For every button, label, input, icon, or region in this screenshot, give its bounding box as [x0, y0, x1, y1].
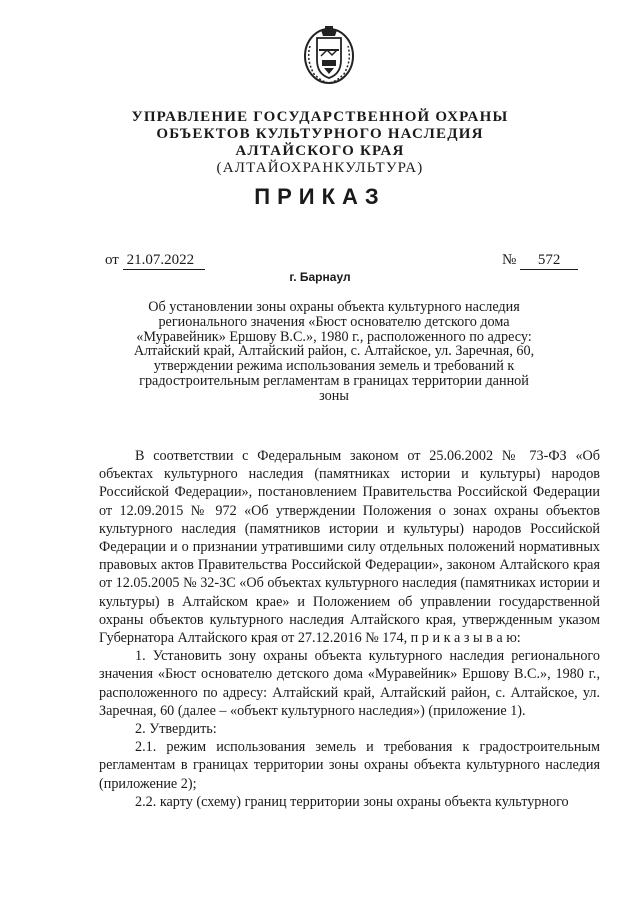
- body-paragraph: 1. Установить зону охраны объекта культурного наследия регионального значения «Бюст основателю детского дома «Муравейник» Ершову В.С.», 1980 г., расположенного по адресу: Алтайский край, Алтайский район, с. Алтайское, ул. Заречная, 60 (далее – «объект культурного наследия») (приложение 1).: [99, 648, 600, 719]
- document-subject: Об установлении зоны охраны объекта культурного наследия регионального значения «Бюст основателю детского дома «Муравейник» Ершову В.С.», 1980 г., расположенного по адресу: Алтайский край, Алтайский район, с. Алтайское, ул. Заречная, 60, утверждении режима использования земель и требований к градостроительным регламентам в границах территории данной зоны: [133, 299, 535, 404]
- org-abbreviation: (АЛТАЙОХРАНКУЛЬТУРА): [216, 160, 424, 176]
- date-value: 21.07.2022: [123, 252, 205, 270]
- body-paragraph: 2.2. карту (схему) границ территории зоны охраны объекта культурного: [135, 793, 569, 810]
- date-prefix: от: [105, 252, 119, 268]
- body-paragraph: 2.1. режим использования земель и требования к градостроительным регламентам в границах территории зоны охраны объекта культурного наследия (приложение 2);: [99, 739, 600, 792]
- body-paragraph: 2. Утвердить:: [135, 721, 217, 738]
- document-type-title: ПРИКАЗ: [254, 184, 386, 209]
- order-date: [105, 252, 205, 270]
- body-paragraph: В соответствии с Федеральным законом от 25.06.2002 № 73-ФЗ «Об объектах культурного наследия (памятниках истории и культуры) народов Российской Федерации», постановлением Правительства Российской Федерации от 12.09.2015 № 972 «Об утверждении Положения о зонах охраны объектов культурного наследия (памятников истории и культуры) народов Российской Федерации и о признании утратившими силу отдельных положений нормативных правовых актов Правительства Российской Федерации», законом Алтайского края от 12.05.2005 № 32-ЗС «Об объектах культурного наследия (памятниках истории и культуры) в Алтайском крае» и Положением об управлении государственной охраны объектов культурного наследия Алтайского края, утвержденным указом Губернатора Алтайского края от 27.12.2016 № 174, п р и к а з ы в а ю:: [99, 448, 600, 647]
- number-value: 572: [520, 252, 578, 270]
- org-name-line-1: УПРАВЛЕНИЕ ГОСУДАРСТВЕННОЙ ОХРАНЫ: [131, 109, 509, 125]
- city-label: г. Барнаул: [289, 270, 351, 284]
- order-number: [502, 252, 578, 270]
- org-name-line-3: АЛТАЙСКОГО КРАЯ: [235, 143, 405, 159]
- number-sign: №: [502, 252, 517, 268]
- org-name-line-2: ОБЪЕКТОВ КУЛЬТУРНОГО НАСЛЕДИЯ: [156, 126, 484, 142]
- coat-of-arms-emblem: [302, 20, 356, 86]
- document-body: [99, 447, 600, 811]
